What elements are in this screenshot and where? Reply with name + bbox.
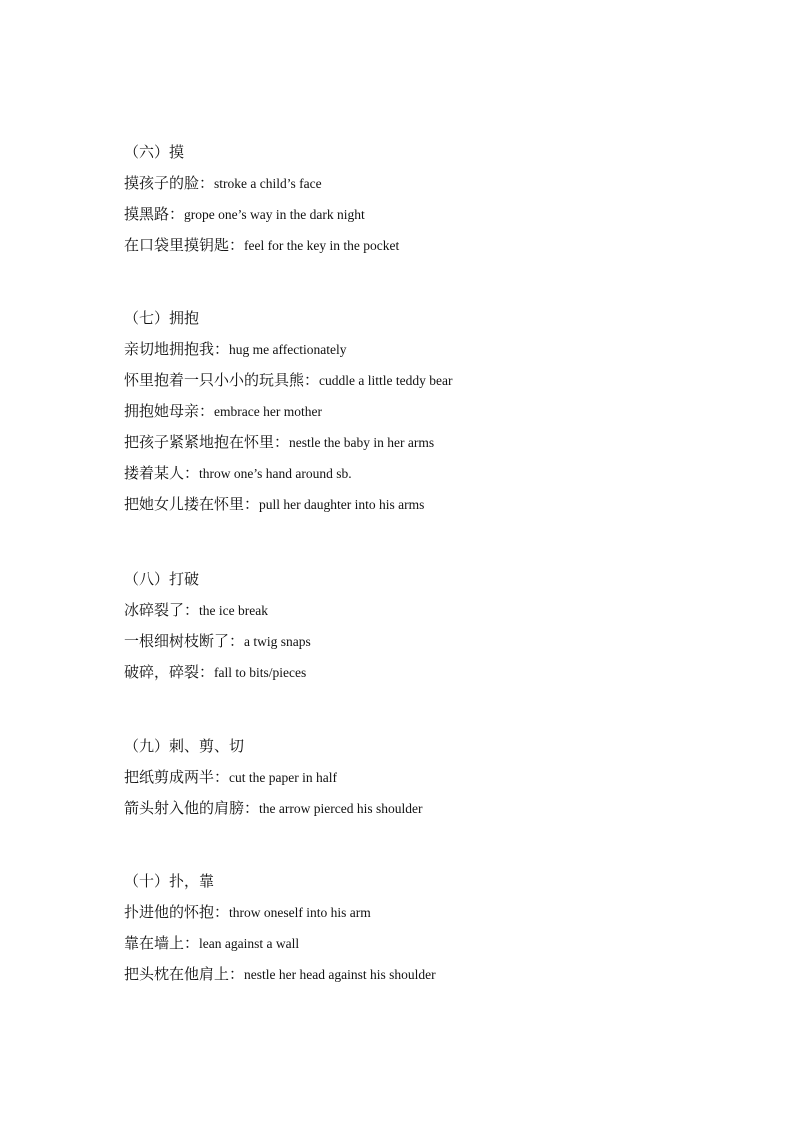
section-dapo	[124, 564, 744, 688]
phrase-entry	[124, 897, 744, 928]
phrase-english: the ice break	[199, 603, 268, 618]
section-mo	[124, 137, 744, 261]
phrase-english: feel for the key in the pocket	[244, 238, 400, 253]
phrase-english: throw one’s hand around sb.	[199, 466, 352, 481]
phrase-entry	[124, 199, 744, 230]
phrase-english: the arrow pierced his shoulder	[259, 801, 423, 816]
phrase-english: cuddle a little teddy bear	[319, 373, 453, 388]
phrase-chinese: 怀里抱着一只小小的玩具熊：	[124, 371, 320, 389]
section-heading: （十）扑，靠	[124, 872, 215, 890]
phrase-english: nestle the baby in her arms	[289, 435, 435, 450]
phrase-english: pull her daughter into his arms	[259, 497, 425, 512]
phrase-english: cut the paper in half	[229, 770, 337, 785]
phrase-entry	[124, 959, 744, 990]
phrase-english: a twig snaps	[244, 634, 311, 649]
phrase-entry	[124, 793, 744, 824]
section-heading: （六）摸	[124, 143, 185, 161]
phrase-english: nestle her head against his shoulder	[244, 967, 436, 982]
phrase-entry	[124, 626, 744, 657]
phrase-chinese: 把头枕在他肩上：	[124, 965, 245, 983]
phrase-entry	[124, 489, 744, 520]
phrase-entry	[124, 230, 744, 261]
phrase-chinese: 靠在墙上：	[124, 934, 200, 952]
phrase-chinese: 亲切地拥抱我：	[124, 340, 230, 358]
section-pu-kao	[124, 866, 744, 990]
phrase-english: throw oneself into his arm	[229, 905, 371, 920]
phrase-entry	[124, 657, 744, 688]
phrase-chinese: 箭头射入他的肩膀：	[124, 799, 260, 817]
phrase-chinese: 一根细树枝断了：	[124, 632, 245, 650]
section-heading: （七）拥抱	[124, 309, 200, 327]
phrase-chinese: 摸孩子的脸：	[124, 174, 215, 192]
phrase-entry	[124, 396, 744, 427]
phrase-chinese: 拥抱她母亲：	[124, 402, 215, 420]
phrase-english: grope one’s way in the dark night	[184, 207, 365, 222]
phrase-chinese: 扑进他的怀抱：	[124, 903, 230, 921]
phrase-chinese: 摸黑路：	[124, 205, 185, 223]
phrase-entry	[124, 427, 744, 458]
section-yongbao	[124, 303, 744, 520]
phrase-chinese: 把纸剪成两半：	[124, 768, 230, 786]
phrase-english: lean against a wall	[199, 936, 300, 951]
phrase-entry	[124, 762, 744, 793]
phrase-chinese: 破碎，碎裂：	[124, 663, 215, 681]
section-ci-jian-qie	[124, 731, 744, 824]
phrase-chinese: 搂着某人：	[124, 464, 200, 482]
phrase-entry	[124, 168, 744, 199]
phrase-entry	[124, 458, 744, 489]
phrase-english: embrace her mother	[214, 404, 322, 419]
phrase-english: stroke a child’s face	[214, 176, 322, 191]
phrase-english: fall to bits/pieces	[214, 665, 307, 680]
section-heading: （八）打破	[124, 570, 200, 588]
phrase-chinese: 冰碎裂了：	[124, 601, 200, 619]
phrase-chinese: 在口袋里摸钥匙：	[124, 236, 245, 254]
phrase-entry	[124, 365, 744, 396]
phrase-entry	[124, 595, 744, 626]
phrase-entry	[124, 928, 744, 959]
section-heading: （九）刺、剪、切	[124, 737, 245, 755]
phrase-english: hug me affectionately	[229, 342, 347, 357]
phrase-chinese: 把她女儿搂在怀里：	[124, 495, 260, 513]
phrase-entry	[124, 334, 744, 365]
phrase-chinese: 把孩子紧紧地抱在怀里：	[124, 433, 290, 451]
